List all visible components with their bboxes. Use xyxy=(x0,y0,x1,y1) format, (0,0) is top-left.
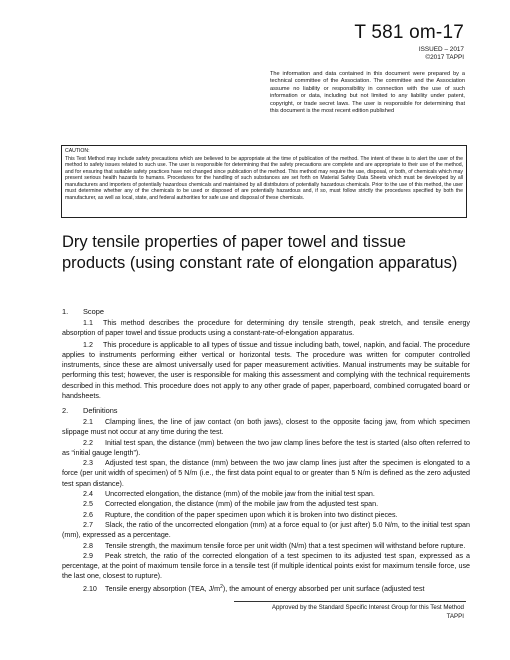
item-text: Peak stretch, the ratio of the corrected elongation of a test specimen to its adjusted test span, expressed as a percentage, at the point of maximum tensile force in a tensile test (if multiple identical points exist for maximum tensile force, use the last one, closest to rupture). xyxy=(62,551,470,581)
definitions-body xyxy=(62,417,470,594)
caution-text: This Test Method may include safety precautions which are believed to be appropriate at the time of publication of the method. The intent of these is to alert the user of the method to safety issues related to such use. The user is responsible for determining that the safety precautions are complete and are appropriate to their use of the method, and for ensuring that suitable safety practices have not changed since publication of the method. This method may require the use, disposal, or both, of chemicals which may present serious health hazards to humans. Procedures for the handling of such substances are set forth on Material Safety Data Sheets which must be developed by all manufacturers and importers of potentially hazardous chemicals and maintained by all distributors of potentially hazardous chemicals. Prior to the use of this method, the user must determine whether any of the chemicals to be used or disposed of are potentially hazardous and, if so, must follow strictly the procedures specified by both the manufacturer, as well as local, state, and federal authorities for safe use and disposal of these chemicals. xyxy=(65,155,463,201)
section-title: Definitions xyxy=(83,406,118,415)
copyright-line: ©2017 TAPPI xyxy=(425,54,464,61)
definition-item xyxy=(62,458,470,489)
item-number: 2.10 xyxy=(83,584,97,593)
item-text: Adjusted test span, the distance (mm) between the two jaw clamp lines just after the specimen is elongated to a force (per unit width of specimen) of 5 N/m (i.e., the first data point equal to or greater than 5 N/m is defined as the zero adjusted test span distance). xyxy=(62,459,470,488)
item-number: 2.4 xyxy=(83,490,93,499)
definition-item xyxy=(62,551,470,582)
item-number: 2.5 xyxy=(83,500,93,509)
approval-line: Approved by the Standard Specific Interest Group for this Test Method xyxy=(271,604,464,611)
definition-item xyxy=(62,541,470,551)
definition-item xyxy=(62,499,470,509)
item-text: Slack, the ratio of the uncorrected elongation (mm) at a force equal to (or just after) 5.0 N/m, to the initial test span (mm), expressed as a percentage. xyxy=(62,520,470,540)
item-number: 2.2 xyxy=(83,438,93,447)
item-text: Clamping lines, the line of jaw contact (on both jaws), closest to the opposite facing jaw, from which specimen slippage must not occur at any time during the test. xyxy=(62,418,470,437)
item-text-end: ), the amount of energy absorbed per unit surface (adjusted test xyxy=(222,584,425,593)
item-number: 1.2 xyxy=(83,340,93,349)
definition-item xyxy=(62,520,470,541)
caution-heading: CAUTION: xyxy=(65,148,90,154)
item-number: 2.1 xyxy=(83,418,93,426)
scope-body xyxy=(62,318,470,401)
footer xyxy=(272,604,464,621)
item-number: 2.7 xyxy=(83,520,93,529)
superscript: 2 xyxy=(220,583,223,590)
scope-item xyxy=(62,318,470,339)
item-number: 2.9 xyxy=(83,551,93,560)
section-number: 1. xyxy=(62,307,69,316)
liability-notice: The information and data contained in this document were prepared by a technical committee of the Association. The committee and the Association assume no liability or responsibility in connection with the use of such information or data, including but not limited to any liability under patent, copyright, or trade secret laws. The user is responsible for determining that this document is the most recent edition published xyxy=(270,71,465,115)
item-text: This method describes the procedure for determining dry tensile strength, peak stretch, and tensile energy absorption of paper towel and tissue products using a constant-rate-of-elongation apparatus. xyxy=(62,319,470,338)
section-scope-heading xyxy=(62,307,104,316)
item-text-start: Tensile energy absorption (TEA, J/m xyxy=(105,584,221,593)
item-text: Tensile strength, the maximum tensile force per unit width (N/m) that a test specimen will withstand before rupture. xyxy=(105,541,466,550)
caution-box xyxy=(61,145,467,218)
item-text: Rupture, the condition of the paper specimen upon which it is broken into two distinct pieces. xyxy=(105,510,398,519)
definition-item xyxy=(62,489,470,499)
footer-org: TAPPI xyxy=(446,612,464,620)
item-text: Initial test span, the distance (mm) between the two jaw clamp lines before the test is started (also often referred to as “initial gauge length”). xyxy=(62,438,470,457)
item-number: 1.1 xyxy=(83,319,93,327)
definition-item xyxy=(62,438,470,459)
item-number: 2.3 xyxy=(83,459,93,468)
definition-item xyxy=(62,417,470,438)
scope-item xyxy=(62,340,470,402)
footer-rule xyxy=(234,601,466,602)
definition-item xyxy=(62,510,470,520)
issued-date: ISSUED – 2017 xyxy=(418,46,464,53)
section-definitions-heading xyxy=(62,406,118,415)
method-number: T 581 om-17 xyxy=(354,22,464,43)
item-text: Corrected elongation, the distance (mm) of the mobile jaw from the adjusted test span. xyxy=(105,500,379,509)
item-number: 2.6 xyxy=(83,510,93,519)
definition-item xyxy=(62,582,470,594)
document-title: Dry tensile properties of paper towel and tissue products (using constant rate of elongation apparatus) xyxy=(62,233,458,272)
item-text: Uncorrected elongation, the distance (mm) of the mobile jaw from the initial test span. xyxy=(105,490,375,499)
item-number: 2.8 xyxy=(83,541,93,550)
section-title: Scope xyxy=(83,307,104,316)
item-text: This procedure is applicable to all types of tissue and tissue including bath, towel, napkin, and facial. The procedure applies to instruments performing either vertical or horizontal tests. The procedure was written for computer controlled instruments, since these are almost universally used for paper measurement activities. Manual instruments may be suitable for performing this test; however, the user is responsible for making this assessment and complying with the technical requirements described in this method. This procedure does not apply to any other grade of paper, paperboard, combined corrugated board or handsheets. xyxy=(62,340,470,401)
section-number: 2. xyxy=(62,406,69,415)
